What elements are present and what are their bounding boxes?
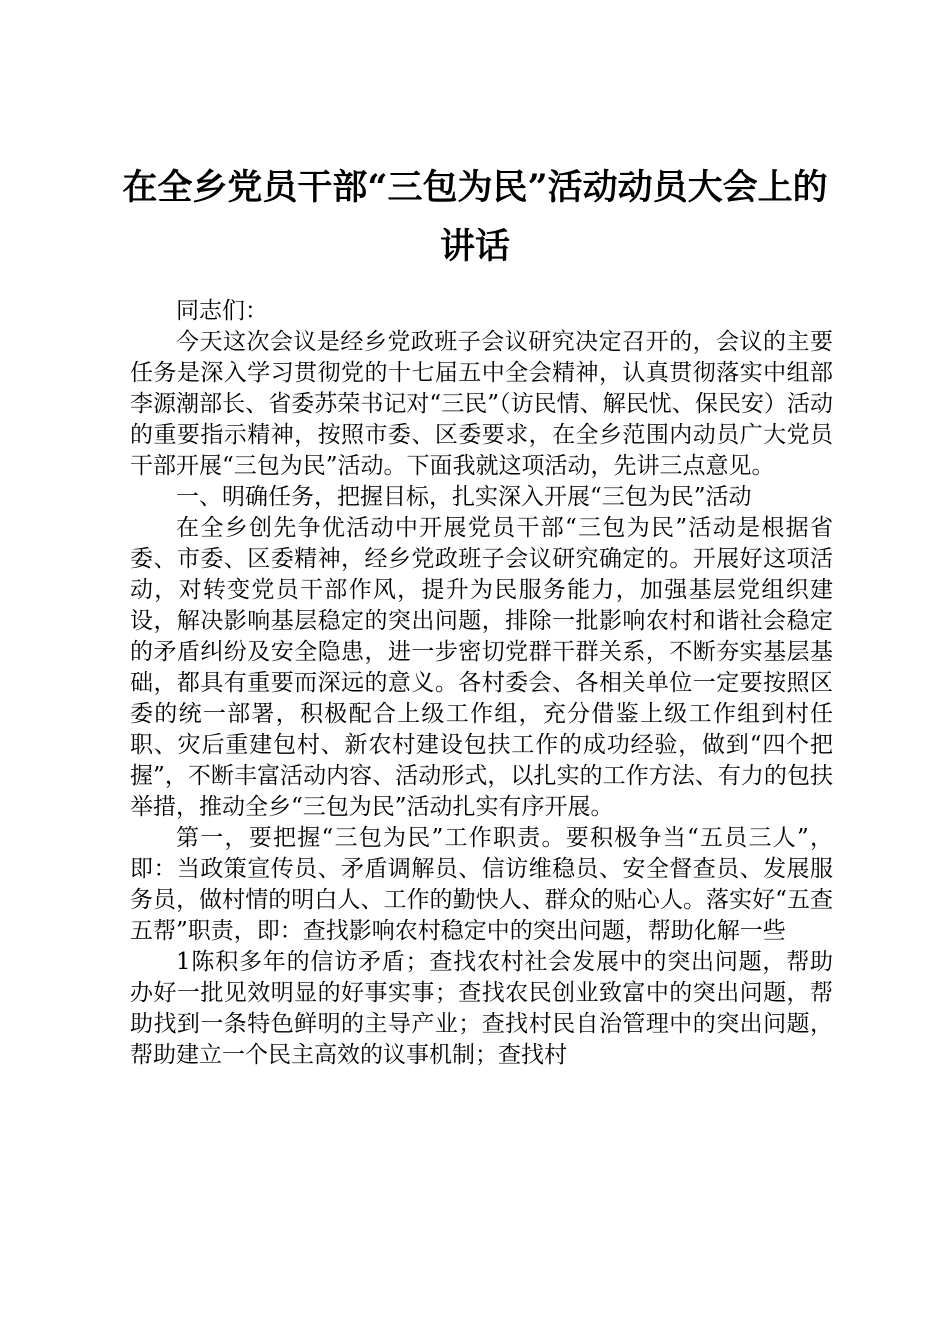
body-paragraph: 第一，要把握“三包为民”工作职责。要积极争当“五员三人”，即：当政策宣传员、矛盾调解员、信访维稳员、安全督查员、发展服务员，做村情的明白人、工作的勤快人、群众的贴心人。落实好“五查五帮”职责，即：查找影响农村稳定中的突出问题，帮助化解一些 <box>130 825 833 944</box>
document-title: 在全乡党员干部“三包为民”活动动员大会上的讲话 <box>122 167 828 267</box>
salutation-paragraph: 同志们： <box>176 298 268 324</box>
body-paragraph: 1陈积多年的信访矛盾；查找农村社会发展中的突出问题，帮助办好一批见效明显的好事实事；查找农民创业致富中的突出问题，帮助找到一条特色鲜明的主导产业；查找村民自治管理中的突出问题，帮助建立一个民主高效的议事机制；查找村 <box>130 949 833 1068</box>
body-paragraph: 在全乡创先争优活动中开展党员干部“三包为民”活动是根据省委、市委、区委精神，经乡党政班子会议研究确定的。开展好这项活动，对转变党员干部作风，提升为民服务能力，加强基层党组织建设，解决影响基层稳定的突出问题，排除一批影响农村和谐社会稳定的矛盾纠纷及安全隐患，进一步密切党群干群关系，不断夯实基层基础，都具有重要而深远的意义。各村委会、各相关单位一定要按照区委的统一部署，积极配合上级工作组，充分借鉴上级工作组到村任职、灾后重建包村、新农村建设包扶工作的成功经验，做到“四个把握”，不断丰富活动内容、活动形式，以扎实的工作方法、有力的包扶举措，推动全乡“三包为民”活动扎实有序开展。 <box>130 515 833 820</box>
section-heading-1: 一、明确任务，把握目标，扎实深入开展“三包为民”活动 <box>176 484 752 510</box>
intro-paragraph: 今天这次会议是经乡党政班子会议研究决定召开的，会议的主要任务是深入学习贯彻党的十七届五中全会精神，认真贯彻落实中组部李源潮部长、省委苏荣书记对“三民”（访民情、解民忧、保民安）活动的重要指示精神，按照市委、区委要求，在全乡范围内动员广大党员干部开展“三包为民”活动。下面我就这项活动，先讲三点意见。 <box>130 329 833 479</box>
document-body <box>130 296 833 1071</box>
